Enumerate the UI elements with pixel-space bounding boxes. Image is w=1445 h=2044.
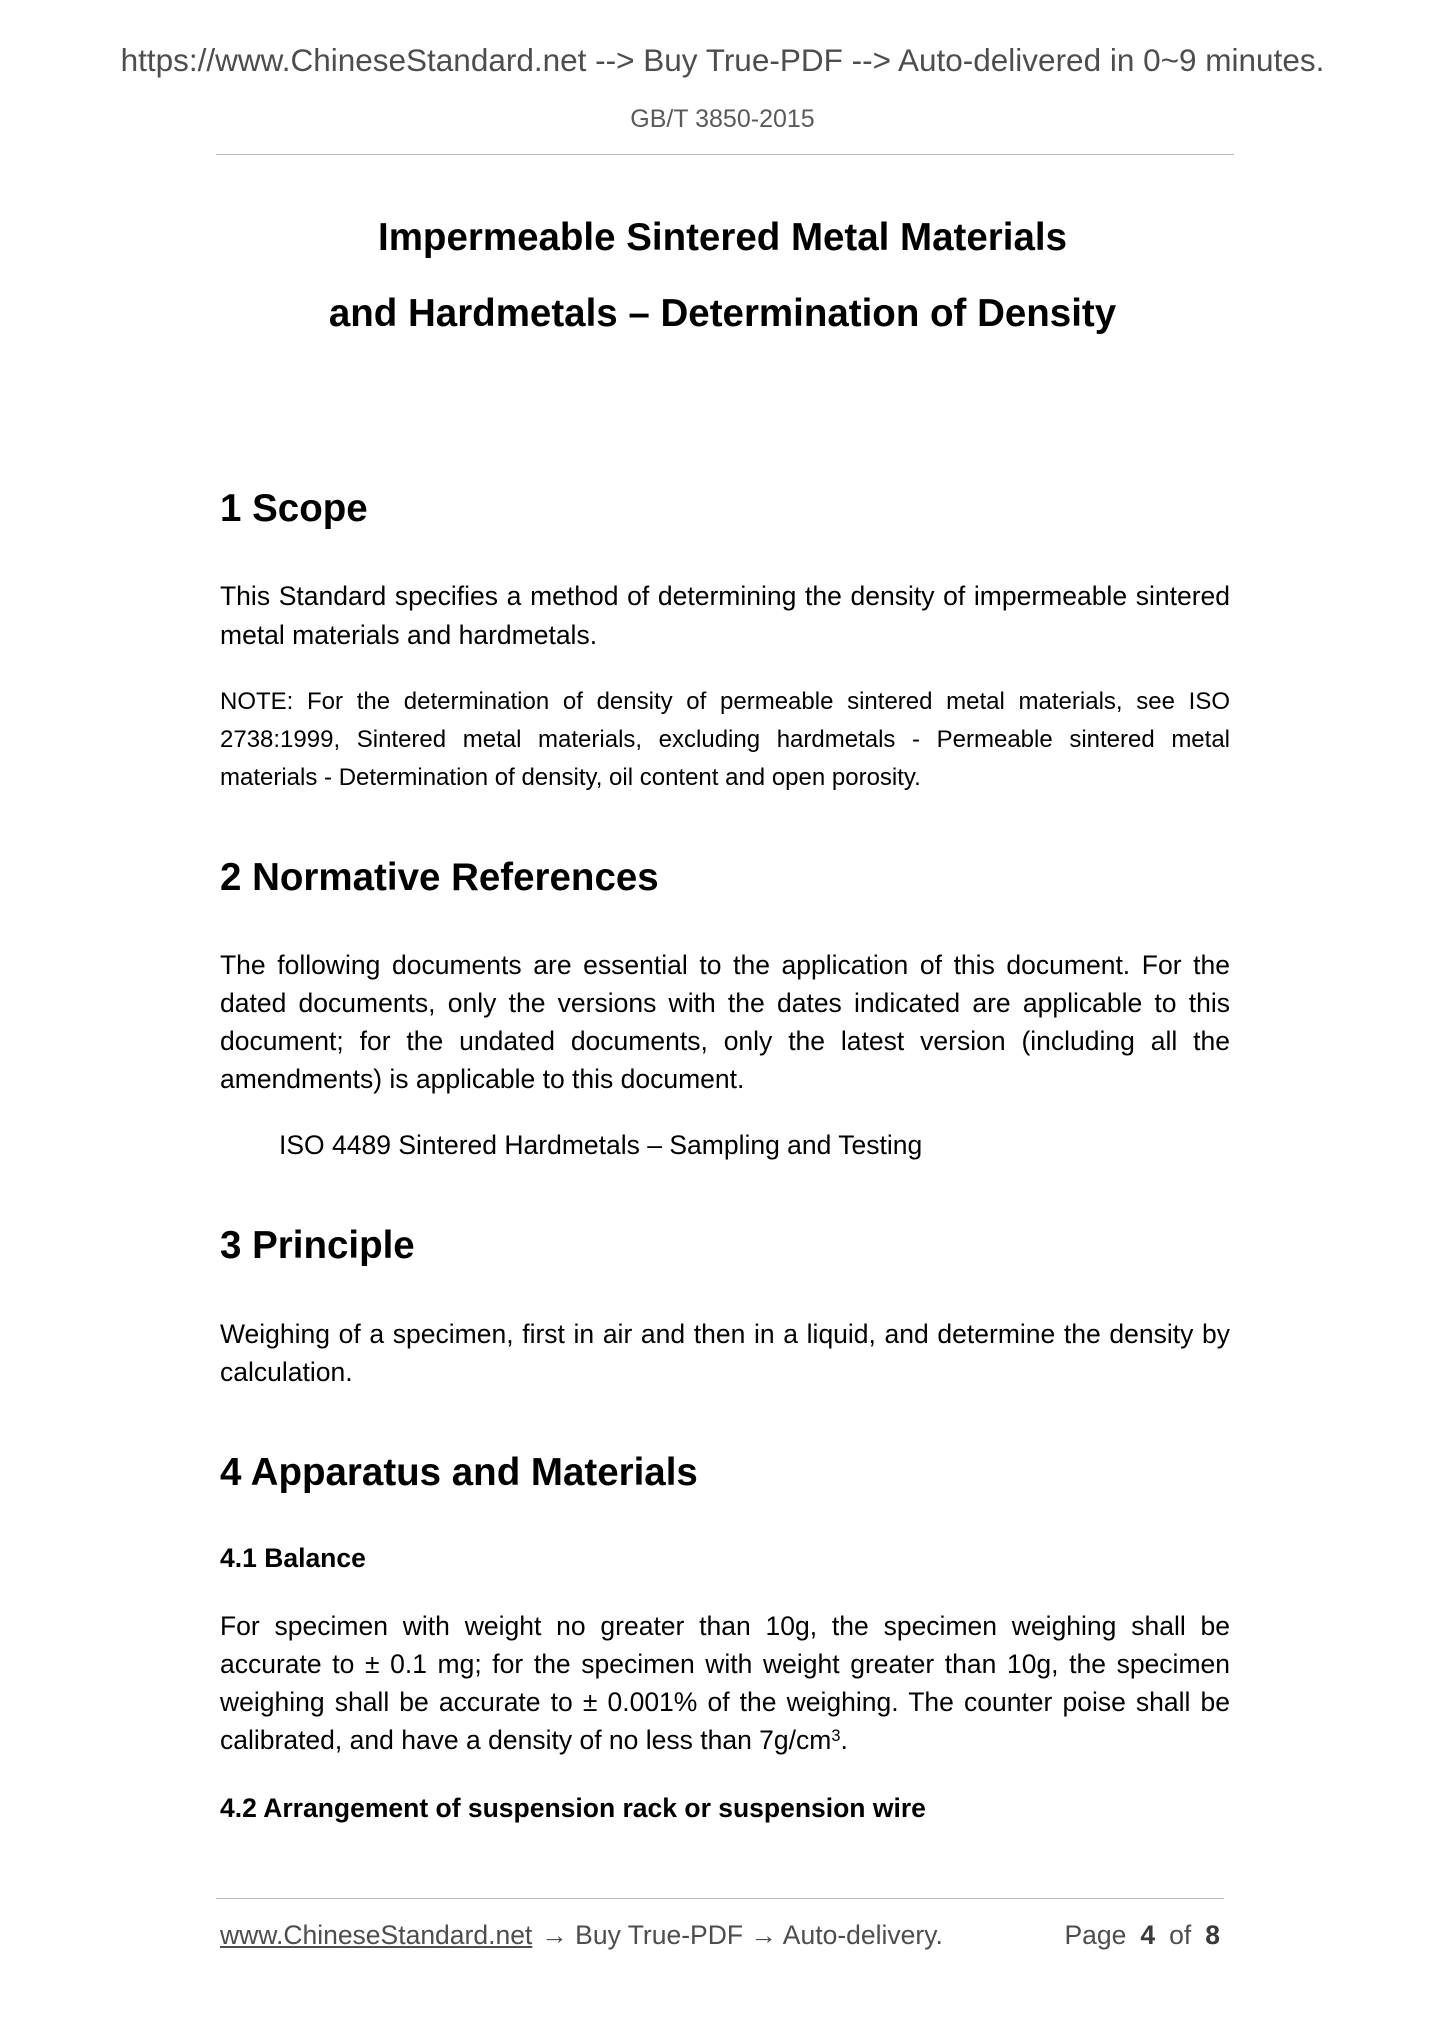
footer-site-link[interactable]: www.ChineseStandard.net (220, 1920, 533, 1950)
unit-superscript: 3 (831, 1726, 841, 1745)
paragraph-line: calculation. (220, 1357, 353, 1387)
document-title-line-2: and Hardmetals – Determination of Density (328, 292, 1117, 335)
note-line: materials - Determination of density, oil content and open porosity. (220, 764, 921, 791)
subsection-heading-suspension: 4.2 Arrangement of suspension rack or suspension wire (220, 1793, 926, 1823)
paragraph-line: weighing shall be accurate to ± 0.001% of the weighing. The counter poise shall be (220, 1687, 1230, 1717)
document-title-line-1: Impermeable Sintered Metal Materials (378, 216, 1067, 259)
paragraph-line: Weighing of a specimen, first in air and then in a liquid, and determine the density by (220, 1319, 1230, 1349)
scope-paragraph (220, 577, 1230, 654)
header-standard-code: GB/T 3850-2015 (630, 105, 815, 133)
page-label: Page (1064, 1920, 1127, 1950)
paragraph-line: dated documents, only the versions with the dates indicated are applicable to this (220, 988, 1230, 1018)
section-heading-normative-references: 2 Normative References (220, 856, 659, 899)
section-heading-principle: 3 Principle (220, 1224, 415, 1267)
sentence-end: . (840, 1725, 848, 1755)
reference-item-iso-4489: ISO 4489 Sintered Hardmetals – Sampling and Testing (279, 1130, 923, 1160)
section-heading-scope: 1 Scope (220, 487, 368, 530)
balance-paragraph (220, 1607, 1230, 1759)
principle-paragraph (220, 1315, 1230, 1391)
footer-left (220, 1917, 943, 1953)
paragraph-line: This Standard specifies a method of determining the density of impermeable sintered (220, 581, 1230, 611)
footer-page-indicator (1065, 1917, 1221, 1953)
density-requirement-text: calibrated, and have a density of no less than 7g/cm (220, 1725, 832, 1755)
paragraph-line: document; for the undated documents, only the latest version (including all the (220, 1026, 1230, 1056)
paragraph-line: accurate to ± 0.1 mg; for the specimen with weight greater than 10g, the specimen (220, 1649, 1230, 1679)
footer-divider (216, 1898, 1224, 1899)
header-divider (216, 154, 1234, 155)
subsection-heading-balance: 4.1 Balance (220, 1543, 366, 1573)
paragraph-line (220, 1721, 1230, 1759)
paragraph-line: The following documents are essential to the application of this document. For the (220, 950, 1230, 980)
section-heading-apparatus: 4 Apparatus and Materials (220, 1451, 698, 1494)
header-promo-text: https://www.ChineseStandard.net --> Buy True-PDF --> Auto-delivered in 0~9 minutes. (120, 42, 1325, 78)
note-line: 2738:1999, Sintered metal materials, excluding hardmetals - Permeable sintered metal (220, 726, 1230, 753)
normative-references-paragraph (220, 946, 1230, 1098)
page-number: 4 (1140, 1920, 1156, 1950)
paragraph-line: metal materials and hardmetals. (220, 619, 598, 650)
page-of-label: of (1169, 1920, 1192, 1950)
paragraph-line: amendments) is applicable to this document. (220, 1064, 745, 1094)
footer-tagline: → Buy True-PDF → Auto-delivery. (541, 1920, 943, 1950)
page-total: 8 (1205, 1920, 1220, 1950)
scope-note (220, 683, 1230, 797)
note-line: NOTE: For the determination of density of permeable sintered metal materials, see ISO (220, 688, 1230, 715)
paragraph-line: For specimen with weight no greater than 10g, the specimen weighing shall be (220, 1611, 1230, 1641)
